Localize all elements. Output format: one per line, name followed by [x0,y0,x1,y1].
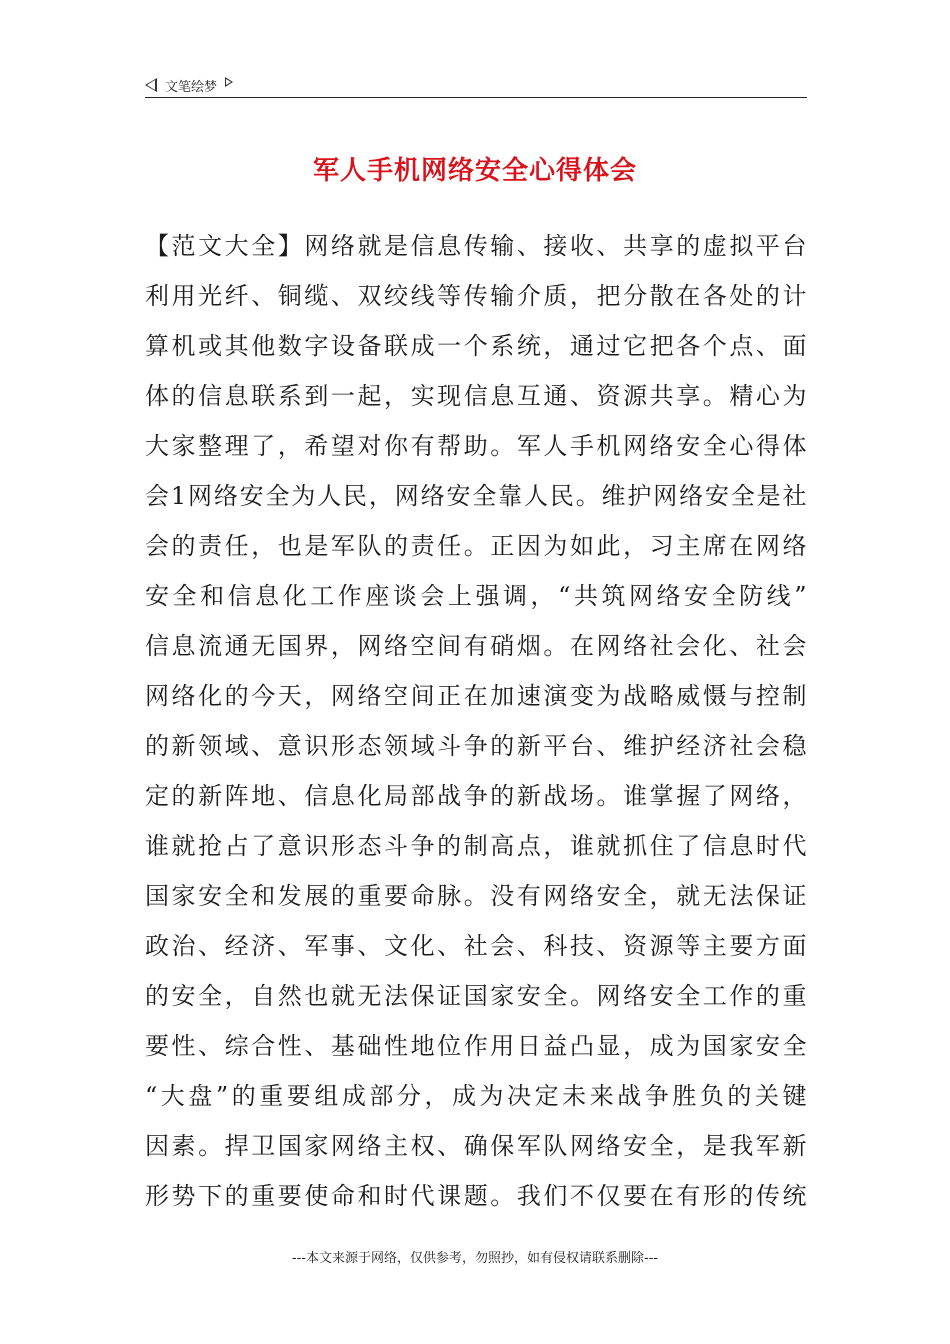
page-header [145,72,807,98]
body-line: 会1网络安全为人民，网络安全靠人民。维护网络安全是社 [145,482,807,510]
body-line: 政治、经济、军事、文化、社会、科技、资源等主要方面 [145,932,807,960]
body-line: 网络化的今天，网络空间正在加速演变为战略威慑与控制 [145,682,807,710]
document-body [145,226,807,1226]
triangle-right-icon [225,77,233,87]
body-line: “大盘”的重要组成部分，成为决定未来战争胜负的关键 [145,1082,807,1110]
body-line: 大家整理了，希望对你有帮助。军人手机网络安全心得体 [145,432,807,460]
body-line: 安全和信息化工作座谈会上强调，“共筑网络安全防线” [145,582,807,610]
triangle-left-icon [145,78,157,92]
body-line: 算机或其他数字设备联成一个系统，通过它把各个点、面 [145,332,807,360]
document-title: 军人手机网络安全心得体会 [312,156,637,186]
body-line: 体的信息联系到一起，实现信息互通、资源共享。精心为 [145,382,807,410]
body-line: 的安全，自然也就无法保证国家安全。网络安全工作的重 [145,982,807,1010]
body-line: 信息流通无国界，网络空间有硝烟。在网络社会化、社会 [145,632,807,660]
body-line: 【范文大全】网络就是信息传输、接收、共享的虚拟平台 [145,232,807,260]
body-line: 利用光纤、铜缆、双绞线等传输介质，把分散在各处的计 [145,282,807,310]
body-line: 要性、综合性、基础性地位作用日益凸显，成为国家安全 [145,1032,807,1060]
body-line: 因素。捍卫国家网络主权、确保军队网络安全，是我军新 [145,1132,807,1160]
body-line: 会的责任，也是军队的责任。正因为如此，习主席在网络 [145,532,807,560]
header-text: 文笔绘梦 [165,79,218,95]
body-line: 谁就抢占了意识形态斗争的制高点，谁就抓住了信息时代 [145,832,807,860]
header-divider [145,97,807,98]
body-line: 形势下的重要使命和时代课题。我们不仅要在有形的传统 [145,1182,807,1210]
body-line: 定的新阵地、信息化局部战争的新战场。谁掌握了网络， [145,782,807,810]
page-footer: ---本文来源于网络，仅供参考，勿照抄，如有侵权请联系删除--- [291,1251,659,1266]
body-line: 的新领域、意识形态领域斗争的新平台、维护经济社会稳 [145,732,807,760]
body-line: 国家安全和发展的重要命脉。没有网络安全，就无法保证 [145,882,807,910]
